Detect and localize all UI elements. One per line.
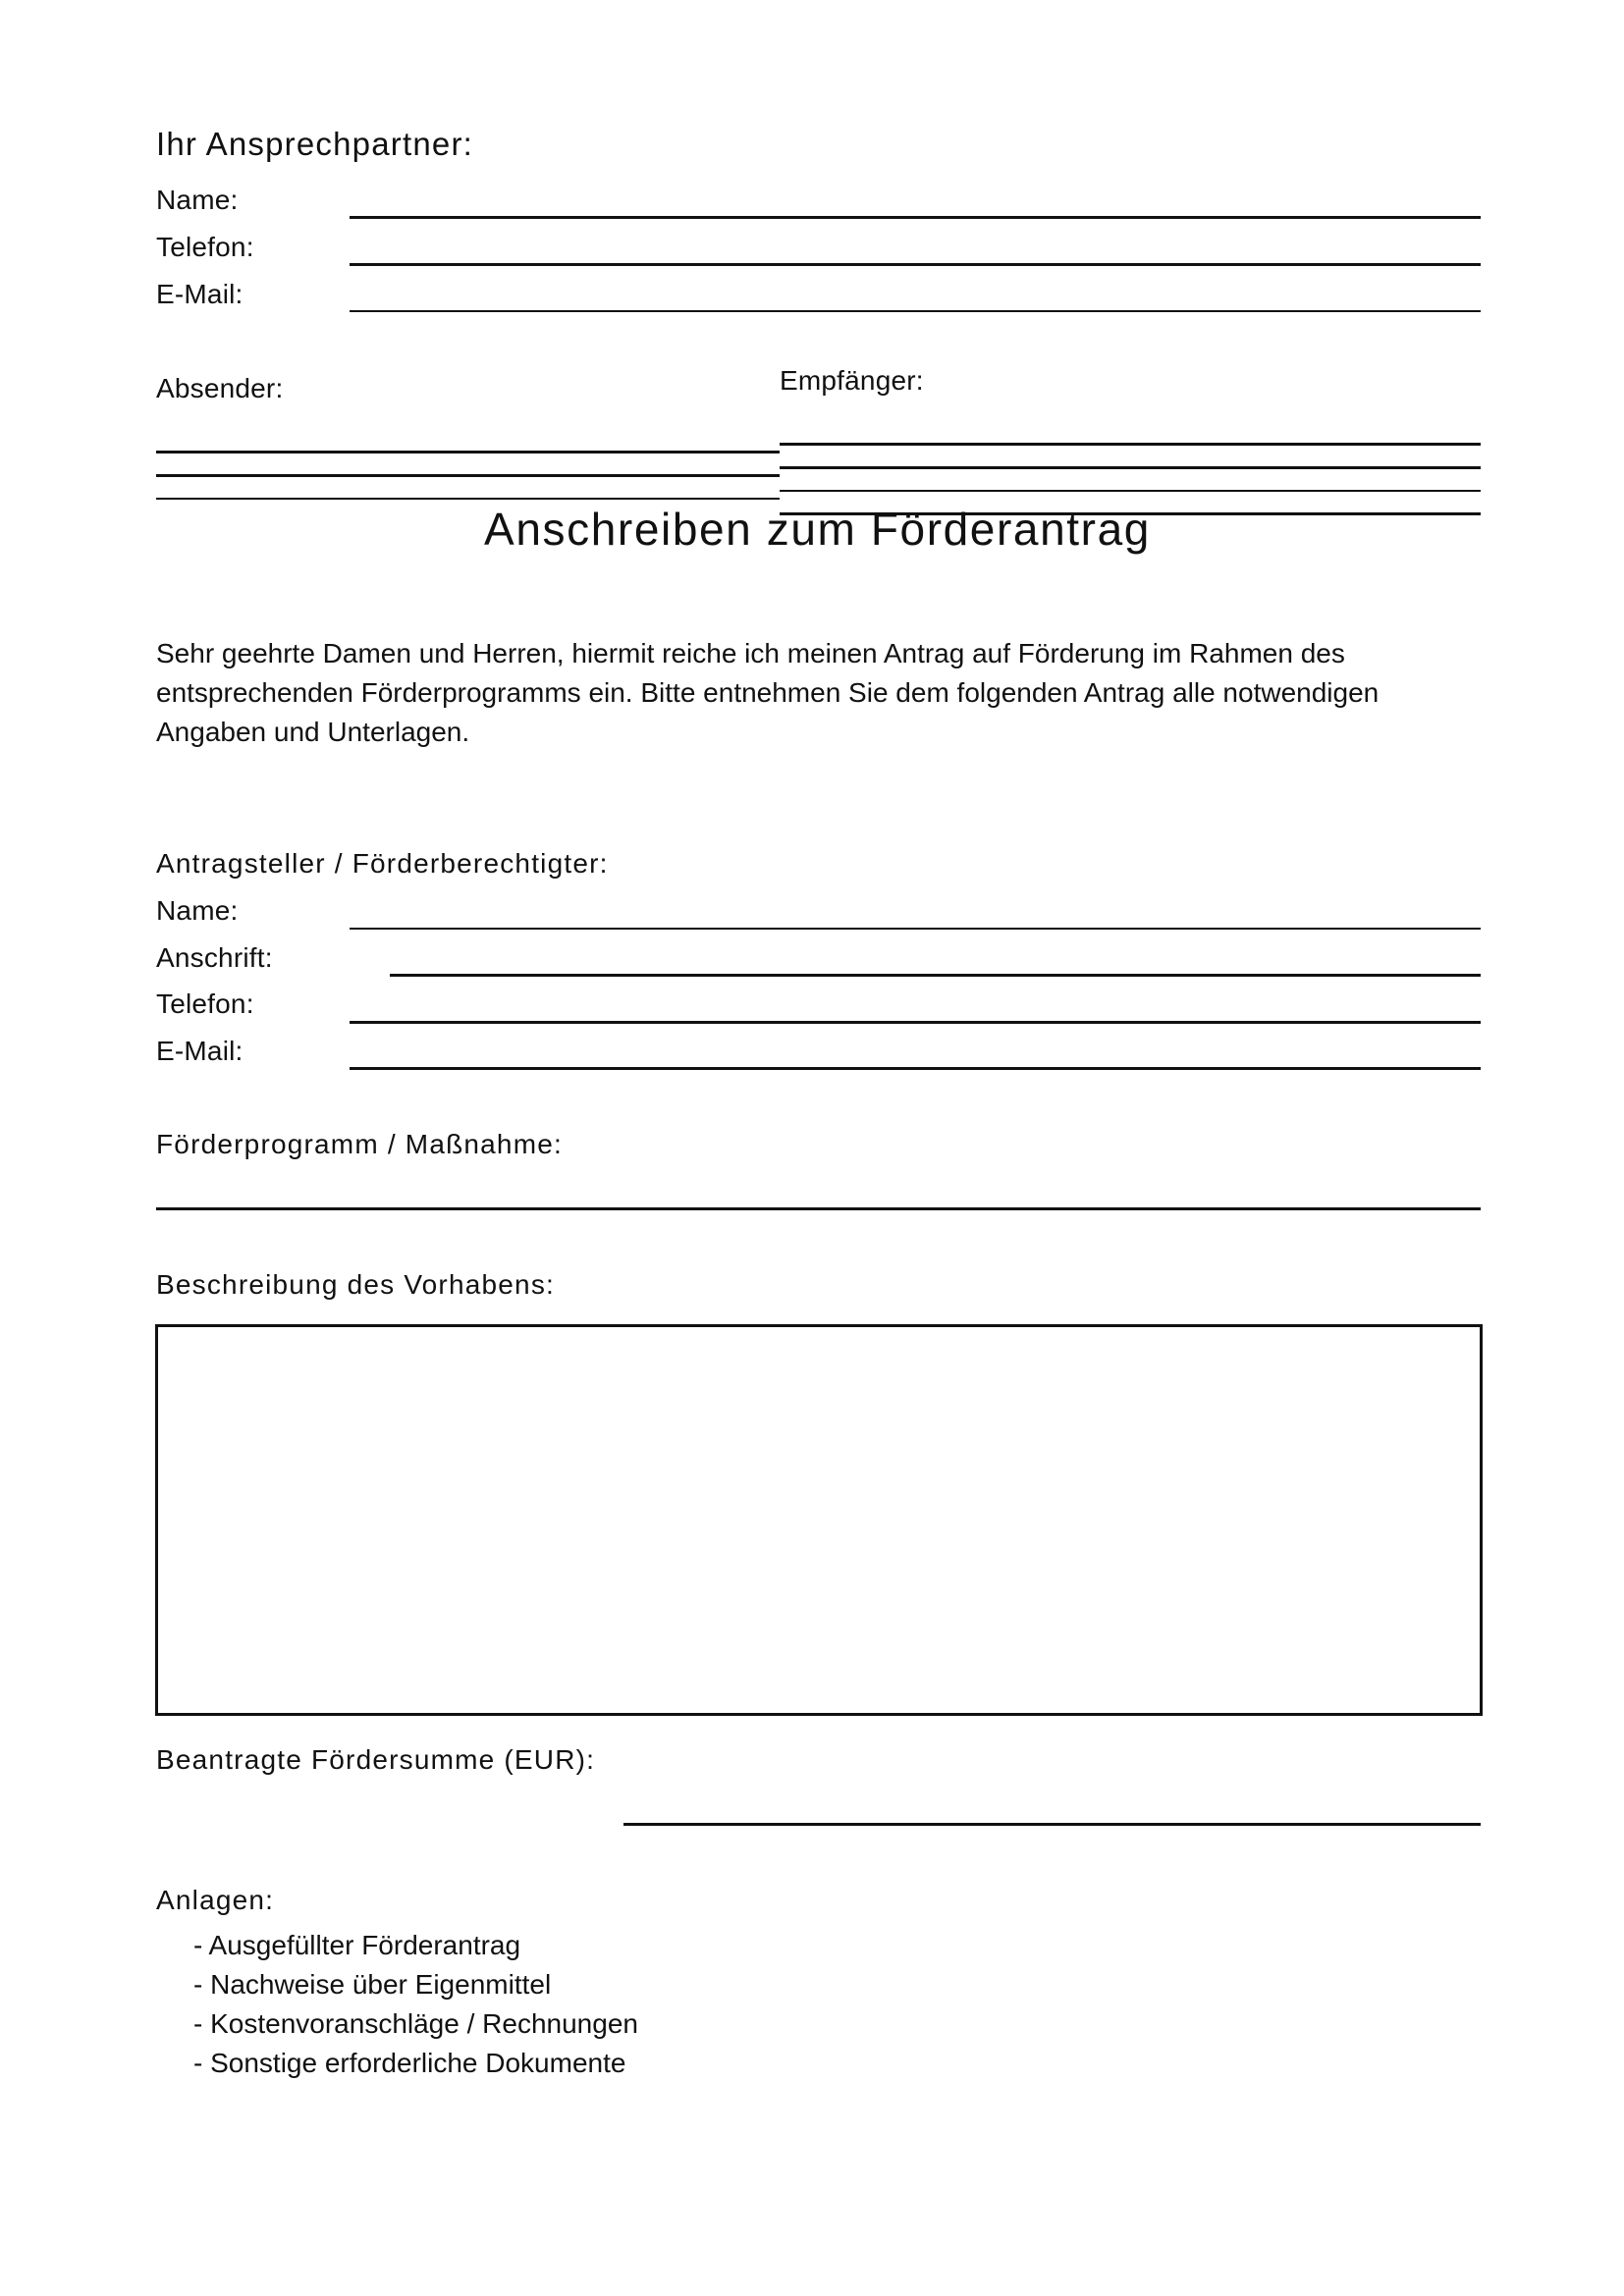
applicant-heading: Antragsteller / Förderberechtigter: xyxy=(156,848,609,879)
contact-email-field[interactable] xyxy=(350,310,1481,312)
contact-email-label: E-Mail: xyxy=(156,279,244,309)
sender-label: Absender: xyxy=(156,373,284,403)
recipient-label: Empfänger: xyxy=(780,365,924,396)
attachment-item: - Ausgefüllter Förderantrag xyxy=(193,1930,521,1960)
applicant-phone-label: Telefon: xyxy=(156,988,254,1019)
sender-line-3[interactable] xyxy=(156,498,780,500)
description-textarea[interactable] xyxy=(155,1324,1483,1716)
amount-field[interactable] xyxy=(623,1823,1481,1826)
recipient-line-3[interactable] xyxy=(780,490,1481,492)
contact-name-label: Name: xyxy=(156,185,239,215)
applicant-phone-field[interactable] xyxy=(350,1021,1481,1024)
contact-heading: Ihr Ansprechpartner: xyxy=(156,126,473,162)
sender-line-1[interactable] xyxy=(156,451,780,454)
attachments-heading: Anlagen: xyxy=(156,1885,275,1915)
applicant-email-field[interactable] xyxy=(350,1067,1481,1070)
attachment-item: - Sonstige erforderliche Dokumente xyxy=(193,2048,626,2078)
attachment-item: - Kostenvoranschläge / Rechnungen xyxy=(193,2008,638,2039)
applicant-address-label: Anschrift: xyxy=(156,942,273,973)
attachment-item: - Nachweise über Eigenmittel xyxy=(193,1969,552,2000)
program-field[interactable] xyxy=(156,1207,1481,1210)
recipient-line-2[interactable] xyxy=(780,466,1481,469)
description-label: Beschreibung des Vorhabens: xyxy=(156,1269,555,1300)
intro-paragraph: Sehr geehrte Damen und Herren, hiermit reiche ich meinen Antrag auf Förderung im Rahmen des entsprechenden Förderprogramms ein. Bitte entnehmen Sie dem folgenden Antrag alle notwendigen Angaben und Unterlagen. xyxy=(156,638,1380,747)
recipient-line-1[interactable] xyxy=(780,443,1481,446)
amount-label: Beantragte Fördersumme (EUR): xyxy=(156,1744,596,1775)
contact-phone-field[interactable] xyxy=(350,263,1481,266)
contact-phone-label: Telefon: xyxy=(156,232,254,262)
contact-name-field[interactable] xyxy=(350,216,1481,219)
page-title: Anschreiben zum Förderantrag xyxy=(484,504,1151,555)
sender-line-2[interactable] xyxy=(156,474,780,477)
applicant-name-field[interactable] xyxy=(350,928,1481,930)
applicant-email-label: E-Mail: xyxy=(156,1036,244,1066)
attachments-list xyxy=(193,1926,638,2083)
applicant-address-field[interactable] xyxy=(390,974,1481,977)
program-label: Förderprogramm / Maßnahme: xyxy=(156,1129,563,1159)
applicant-name-label: Name: xyxy=(156,895,239,926)
